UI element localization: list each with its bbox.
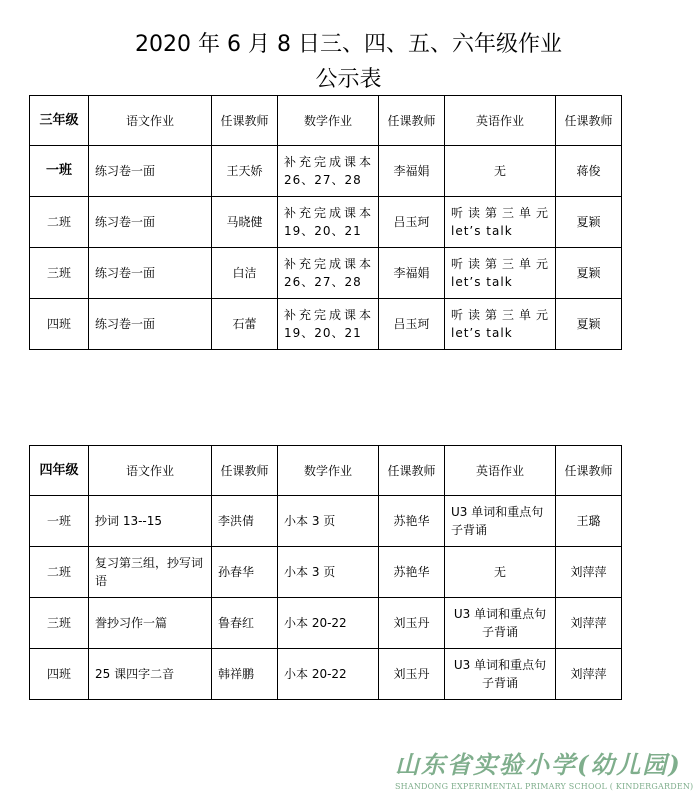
logo-english-text: SHANDONG EXPERIMENTAL PRIMARY SCHOOL ( KINDERGARDEN) (395, 782, 694, 791)
page-subtitle: 公示表 (315, 67, 382, 92)
english-homework: 听读第三单元 let’s talk (445, 197, 556, 248)
table-header-row (30, 96, 622, 146)
teacher-name: 苏艳华 (379, 547, 445, 598)
class-label: 四班 (30, 299, 89, 350)
logo-chinese-text: 山东省实验小学(幼儿园) (395, 750, 682, 779)
chinese-homework: 练习卷一面 (89, 197, 212, 248)
table-row (30, 598, 622, 649)
class-label: 二班 (30, 197, 89, 248)
math-homework: 小本 20-22 (278, 598, 379, 649)
grade4-table (29, 445, 622, 700)
header-teacher: 任课教师 (556, 96, 622, 146)
english-homework: 听读第三单元 let’s talk (445, 248, 556, 299)
teacher-name: 李福娟 (379, 146, 445, 197)
table-row (30, 496, 622, 547)
teacher-name: 刘萍萍 (556, 598, 622, 649)
english-homework: U3 单词和重点句子背诵 (445, 598, 556, 649)
class-label: 三班 (30, 598, 89, 649)
math-homework: 补充完成课本 26、27、28 (278, 248, 379, 299)
english-homework: U3 单词和重点句子背诵 (445, 496, 556, 547)
teacher-name: 刘萍萍 (556, 547, 622, 598)
teacher-name: 刘玉丹 (379, 649, 445, 700)
teacher-name: 鲁春红 (212, 598, 278, 649)
class-label: 一班 (30, 496, 89, 547)
chinese-homework: 练习卷一面 (89, 299, 212, 350)
header-english-homework: 英语作业 (445, 96, 556, 146)
teacher-name: 苏艳华 (379, 496, 445, 547)
header-teacher: 任课教师 (379, 96, 445, 146)
teacher-name: 韩祥鹏 (212, 649, 278, 700)
english-homework: 听读第三单元 let’s talk (445, 299, 556, 350)
table-row (30, 547, 622, 598)
math-homework: 小本 3 页 (278, 496, 379, 547)
teacher-name: 刘萍萍 (556, 649, 622, 700)
table-row (30, 649, 622, 700)
teacher-name: 蒋俊 (556, 146, 622, 197)
teacher-name: 李洪倩 (212, 496, 278, 547)
grade3-table (29, 95, 622, 350)
class-label: 四班 (30, 649, 89, 700)
math-homework: 小本 20-22 (278, 649, 379, 700)
table-row (30, 146, 622, 197)
header-math-homework: 数学作业 (278, 96, 379, 146)
teacher-name: 吕玉珂 (379, 197, 445, 248)
chinese-homework: 抄词 13--15 (89, 496, 212, 547)
page-title: 2020 年 6 月 8 日三、四、五、六年级作业 (135, 32, 562, 57)
chinese-homework: 复习第三组，抄写词语 (89, 547, 212, 598)
teacher-name: 刘玉丹 (379, 598, 445, 649)
class-label: 一班 (30, 146, 89, 197)
teacher-name: 李福娟 (379, 248, 445, 299)
math-homework: 补充完成课本 19、20、21 (278, 299, 379, 350)
chinese-homework: 练习卷一面 (89, 146, 212, 197)
chinese-homework: 练习卷一面 (89, 248, 212, 299)
teacher-name: 王璐 (556, 496, 622, 547)
teacher-name: 马晓健 (212, 197, 278, 248)
math-homework: 小本 3 页 (278, 547, 379, 598)
teacher-name: 王天娇 (212, 146, 278, 197)
teacher-name: 夏颖 (556, 248, 622, 299)
chinese-homework: 25 课四字二音 (89, 649, 212, 700)
header-english-homework: 英语作业 (445, 446, 556, 496)
chinese-homework: 誊抄习作一篇 (89, 598, 212, 649)
teacher-name: 夏颖 (556, 197, 622, 248)
header-math-homework: 数学作业 (278, 446, 379, 496)
header-teacher: 任课教师 (379, 446, 445, 496)
english-homework: U3 单词和重点句子背诵 (445, 649, 556, 700)
teacher-name: 夏颖 (556, 299, 622, 350)
math-homework: 补充完成课本 26、27、28 (278, 146, 379, 197)
header-teacher: 任课教师 (212, 446, 278, 496)
teacher-name: 石蕾 (212, 299, 278, 350)
teacher-name: 白洁 (212, 248, 278, 299)
header-chinese-homework: 语文作业 (89, 446, 212, 496)
table-row (30, 248, 622, 299)
class-label: 三班 (30, 248, 89, 299)
grade-label: 三年级 (30, 96, 89, 146)
teacher-name: 吕玉珂 (379, 299, 445, 350)
math-homework: 补充完成课本 19、20、21 (278, 197, 379, 248)
class-label: 二班 (30, 547, 89, 598)
table-header-row (30, 446, 622, 496)
table-row (30, 299, 622, 350)
school-logo (395, 745, 695, 791)
header-chinese-homework: 语文作业 (89, 96, 212, 146)
english-homework: 无 (445, 146, 556, 197)
grade-label: 四年级 (30, 446, 89, 496)
header-teacher: 任课教师 (212, 96, 278, 146)
teacher-name: 孙春华 (212, 547, 278, 598)
english-homework: 无 (445, 547, 556, 598)
table-row (30, 197, 622, 248)
header-teacher: 任课教师 (556, 446, 622, 496)
